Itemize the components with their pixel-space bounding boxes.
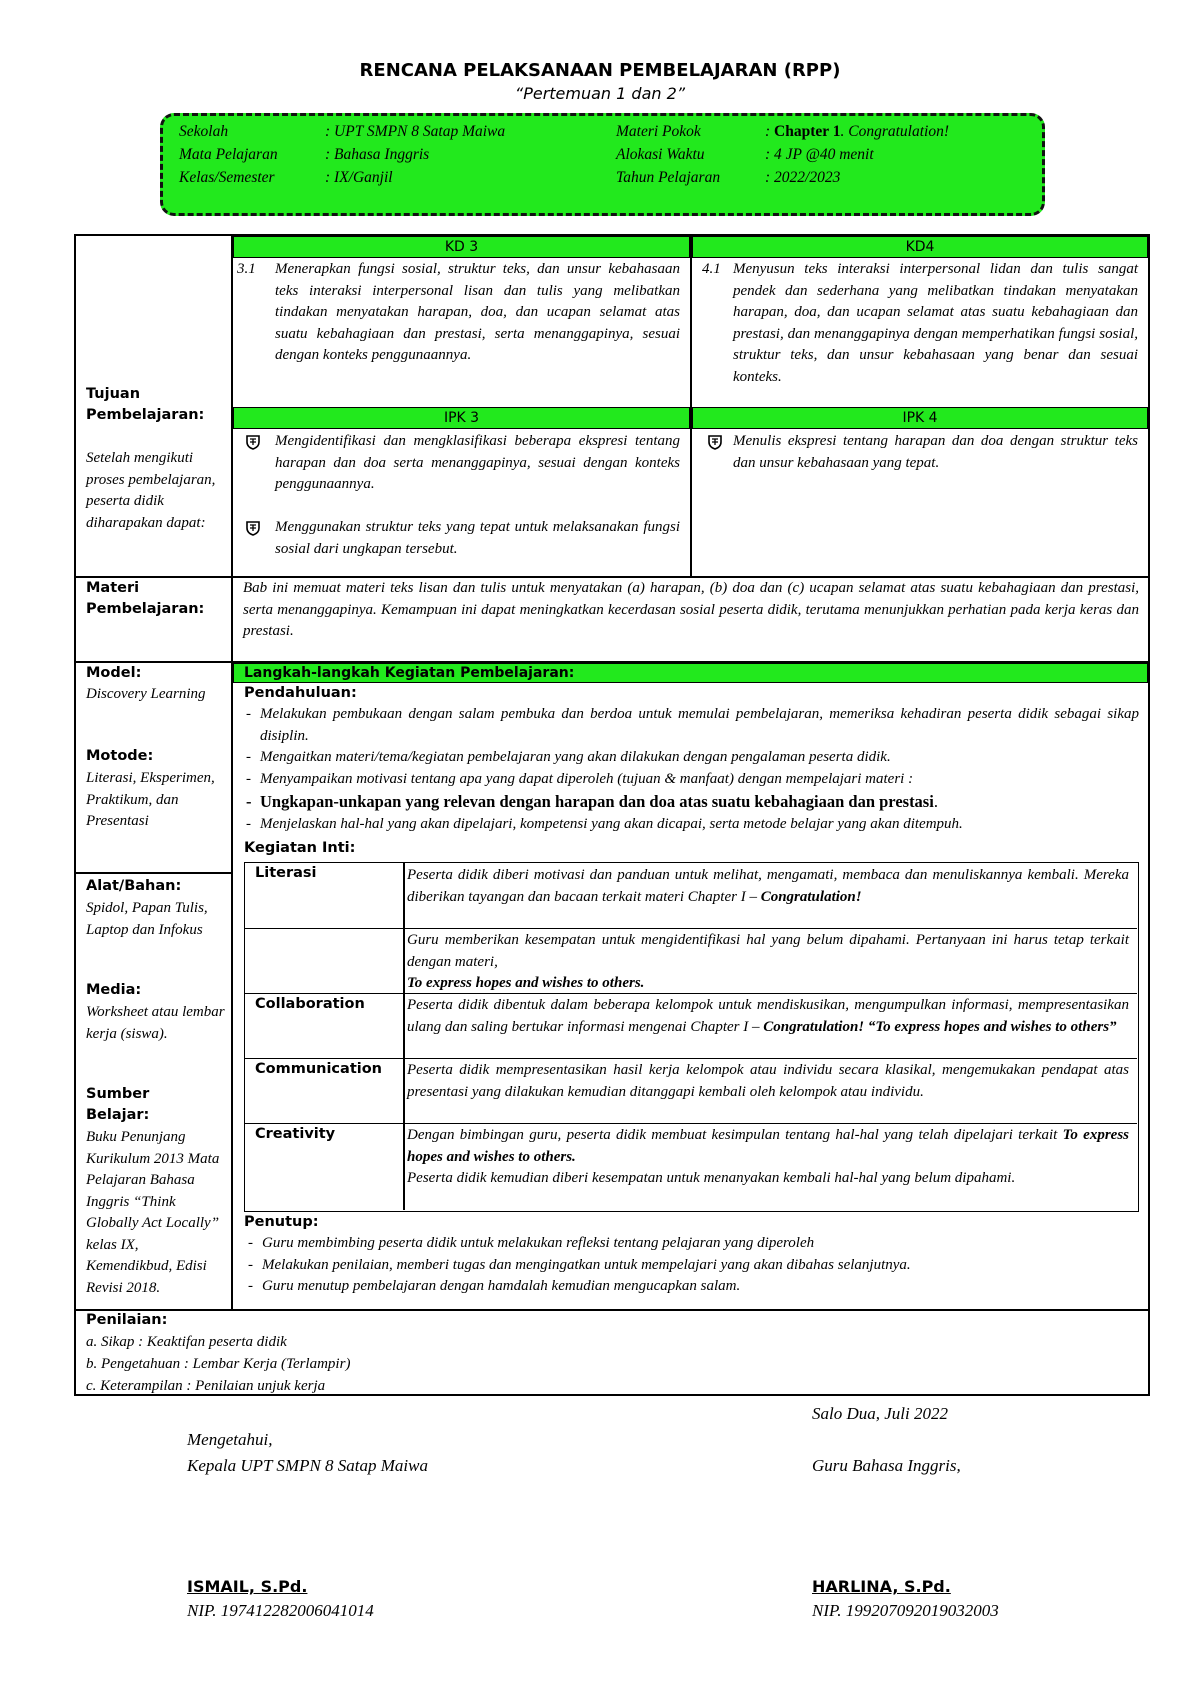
page-title: RENCANA PELAKSANAAN PEMBELAJARAN (RPP) <box>359 60 841 81</box>
mengetahui: Mengetahui, <box>187 1430 273 1449</box>
table-row <box>245 1058 1137 1100</box>
alat-text: Spidol, Papan Tulis, Laptop dan Infokus <box>86 900 208 938</box>
metode-label: Motode: <box>86 748 154 764</box>
row-divider <box>74 1309 1150 1311</box>
kd4-number: 4.1 <box>702 261 721 277</box>
model-label: Model: <box>86 665 142 681</box>
row-label: Communication <box>255 1061 383 1077</box>
kd3-header: KD 3 <box>233 236 690 258</box>
row-text: Dengan bimbingan guru, peserta didik membuat kesimpulan tentang hal-hal yang telah dipelajari terkait To express hopes and wishes to others. Peserta didik kemudian diberi kesempatan untuk menanyakan kembali hal-hal yang belum dipahami. <box>407 1127 1129 1186</box>
list-item: - Melakukan pembukaan dengan salam pembuka dan berdoa untuk memulai pembelajaran, memeriksa kehadiran peserta didik sebagai sikap disiplin. <box>244 704 1139 747</box>
inti-label: Kegiatan Inti: <box>244 840 356 856</box>
kepala-name: ISMAIL, S.Pd. <box>187 1577 308 1596</box>
page-subtitle: “Pertemuan 1 dan 2” <box>514 84 686 103</box>
kelas-value: : IX/Ganjil <box>325 169 393 186</box>
row-text: Peserta didik dibentuk dalam beberapa kelompok untuk mendiskusikan, mengumpulkan informasi, mempresentasikan ulang dan saling bertukar informasi mengenai Chapter I – Congratulation! “To express hopes and wishes to others” <box>407 997 1129 1035</box>
model-text: Discovery Learning <box>86 686 206 702</box>
shield-bullet-icon <box>707 434 725 452</box>
penutup-label: Penutup: <box>244 1214 319 1230</box>
ipk4-item: Menulis ekspresi tentang harapan dan doa dengan struktur teks dan unsur kebahasaan yang tepat. <box>733 433 1138 471</box>
ipk4-header: IPK 4 <box>692 407 1148 429</box>
media-label: Media: <box>86 982 142 998</box>
materi-pokok-label: Materi Pokok <box>616 123 701 140</box>
identity-box <box>160 113 1045 216</box>
list-item: - Guru membimbing peserta didik untuk melakukan refleksi tentang pelajaran yang diperoleh <box>246 1233 1139 1255</box>
column-divider <box>231 234 233 1310</box>
pendahuluan-label: Pendahuluan: <box>244 685 357 701</box>
alat-label: Alat/Bahan: <box>86 878 182 894</box>
alokasi-value: : 4 JP @40 menit <box>765 146 874 163</box>
tujuan-text: Setelah mengikuti proses pembelajaran, peserta didik diharapakan dapat: <box>86 450 216 531</box>
list-item: - Melakukan penilaian, memberi tugas dan mengingatkan untuk mempelajari yang akan dibahas selanjutnya. <box>246 1255 1139 1277</box>
row-text: Peserta didik diberi motivasi dan panduan untuk melihat, mengamati, membaca dan menuliskannya kembali. Mereka diberikan tayangan dan bacaan terkait materi Chapter I – Congratulation! <box>407 867 1129 905</box>
mapel-label: Mata Pelajaran <box>179 146 278 163</box>
row-text: Guru memberikan kesempatan untuk mengidentifikasi hal yang belum dipahami. Pertanyaan ini harus tetap terkait dengan materi, To express hopes and wishes to others. <box>407 932 1129 991</box>
tahun-value: : 2022/2023 <box>765 169 841 186</box>
kelas-label: Kelas/Semester <box>179 169 275 186</box>
shield-bullet-icon <box>245 434 263 452</box>
kd3-text: Menerapkan fungsi sosial, struktur teks, dan unsur kebahasaan teks interaksi interpersonal lisan dan tulis yang melibatkan tindakan menyatakan harapan, doa, dan ucapan selamat atas suatu kebahagiaan dan prestasi, serta menanggapinya, sesuai dengan konteks penggunaannya. <box>275 261 680 363</box>
tujuan-label: Tujuan Pembelajaran: <box>86 386 205 423</box>
mapel-value: : Bahasa Inggris <box>325 146 430 163</box>
ipk3-item: Mengidentifikasi dan mengklasifikasi beberapa ekspresi tentang harapan dan doa serta menanggapinya, sesuai dengan konteks penggunaannya. <box>275 433 680 492</box>
langkah-header: Langkah-langkah Kegiatan Pembelajaran: <box>233 663 1148 683</box>
guru-name: HARLINA, S.Pd. <box>812 1577 951 1596</box>
place-date: Salo Dua, Juli 2022 <box>812 1404 948 1423</box>
alokasi-label: Alokasi Waktu <box>616 146 705 163</box>
penutup-list <box>246 1233 1139 1298</box>
inti-table <box>244 862 1139 1212</box>
shield-bullet-icon <box>245 520 263 538</box>
sumber-text: Buku Penunjang Kurikulum 2013 Mata Pelajaran Bahasa Inggris “Think Globally Act Locally” kelas IX, Kemendikbud, Edisi Revisi 2018. <box>86 1129 220 1296</box>
sumber-label: Sumber Belajar: <box>86 1086 150 1123</box>
row-divider <box>74 872 231 874</box>
metode-text: Literasi, Eksperimen, Praktikum, dan Presentasi <box>86 770 215 829</box>
row-text: Peserta didik mempresentasikan hasil kerja kelompok atau individu secara klasikal, mengemukakan pendapat atas presentasi yang dilakukan kemudian ditanggapi kembali oleh kelompok atau individu. <box>407 1062 1129 1100</box>
inti-column-divider <box>403 863 405 1210</box>
list-item: - Guru menutup pembelajaran dengan hamdalah kemudian mengucapkan salam. <box>246 1276 1139 1298</box>
guru-nip: NIP. 199207092019032003 <box>812 1601 999 1620</box>
materi-text: Bab ini memuat materi teks lisan dan tulis untuk menyatakan (a) harapan, (b) doa dan (c) ucapan selamat atas suatu kebahagiaan dan prestasi, serta menanggapinya. Kemampuan ini dapat meningkatkan kecerdasan sosial peserta didik, terutama menunjukkan perhatian pada kerja keras dan prestasi. <box>243 580 1139 639</box>
media-text: Worksheet atau lembar kerja (siswa). <box>86 1004 225 1042</box>
row-label: Literasi <box>255 865 317 881</box>
list-item-emphasis: - Ungkapan-unkapan yang relevan dengan harapan dan doa atas suatu kebahagiaan dan prestasi. <box>244 790 1139 814</box>
row-label: Creativity <box>255 1126 336 1142</box>
pendahuluan-list <box>244 704 1139 836</box>
penilaian-item: a. Sikap : Keaktifan peserta didik <box>86 1334 287 1350</box>
row-label: Collaboration <box>255 996 365 1012</box>
kd-divider <box>690 234 692 576</box>
tahun-label: Tahun Pelajaran <box>616 169 721 186</box>
materi-label: Materi Pembelajaran: <box>86 580 205 617</box>
kd4-text: Menyusun teks interaksi interpersonal lidan dan tulis sangat pendek dan sederhana yang melibatkan tindakan menyatakan harapan, doa, dan ucapan selamat atas suatu kebahagiaan dan prestasi, dan menanggapinya dengan memperhatikan fungsi sosial, struktur teks, dan unsur kebahasaan yang benar dan sesuai konteks. <box>733 261 1138 385</box>
table-row <box>245 993 1137 1035</box>
penilaian-item: b. Pengetahuan : Lembar Kerja (Terlampir) <box>86 1356 351 1372</box>
kepala-nip: NIP. 197412282006041014 <box>187 1601 374 1620</box>
ipk3-item: Menggunakan struktur teks yang tepat untuk melaksanakan fungsi sosial dari ungkapan tersebut. <box>275 519 680 557</box>
penilaian-label: Penilaian: <box>86 1312 168 1328</box>
sekolah-label: Sekolah <box>179 123 229 140</box>
penilaian-item: c. Keterampilan : Penilaian unjuk kerja <box>86 1378 326 1394</box>
table-row <box>245 928 1137 991</box>
kepala-title: Kepala UPT SMPN 8 Satap Maiwa <box>187 1456 428 1475</box>
list-item: - Menjelaskan hal-hal yang akan dipelajari, kompetensi yang akan dicapai, serta metode belajar yang akan ditempuh. <box>244 814 1139 836</box>
guru-title: Guru Bahasa Inggris, <box>812 1456 961 1475</box>
kd4-header: KD4 <box>692 236 1148 258</box>
list-item: - Menyampaikan motivasi tentang apa yang dapat diperoleh (tujuan & manfaat) dengan mempelajari materi : <box>244 769 1139 791</box>
ipk3-header: IPK 3 <box>233 407 690 429</box>
sekolah-value: : UPT SMPN 8 Satap Maiwa <box>325 123 506 140</box>
table-row <box>245 1123 1137 1186</box>
materi-pokok-value: : Chapter 1. Congratulation! <box>765 123 950 140</box>
kd3-number: 3.1 <box>237 261 256 277</box>
list-item: - Mengaitkan materi/tema/kegiatan pembelajaran yang akan dilakukan dengan pengalaman peserta didik. <box>244 747 1139 769</box>
